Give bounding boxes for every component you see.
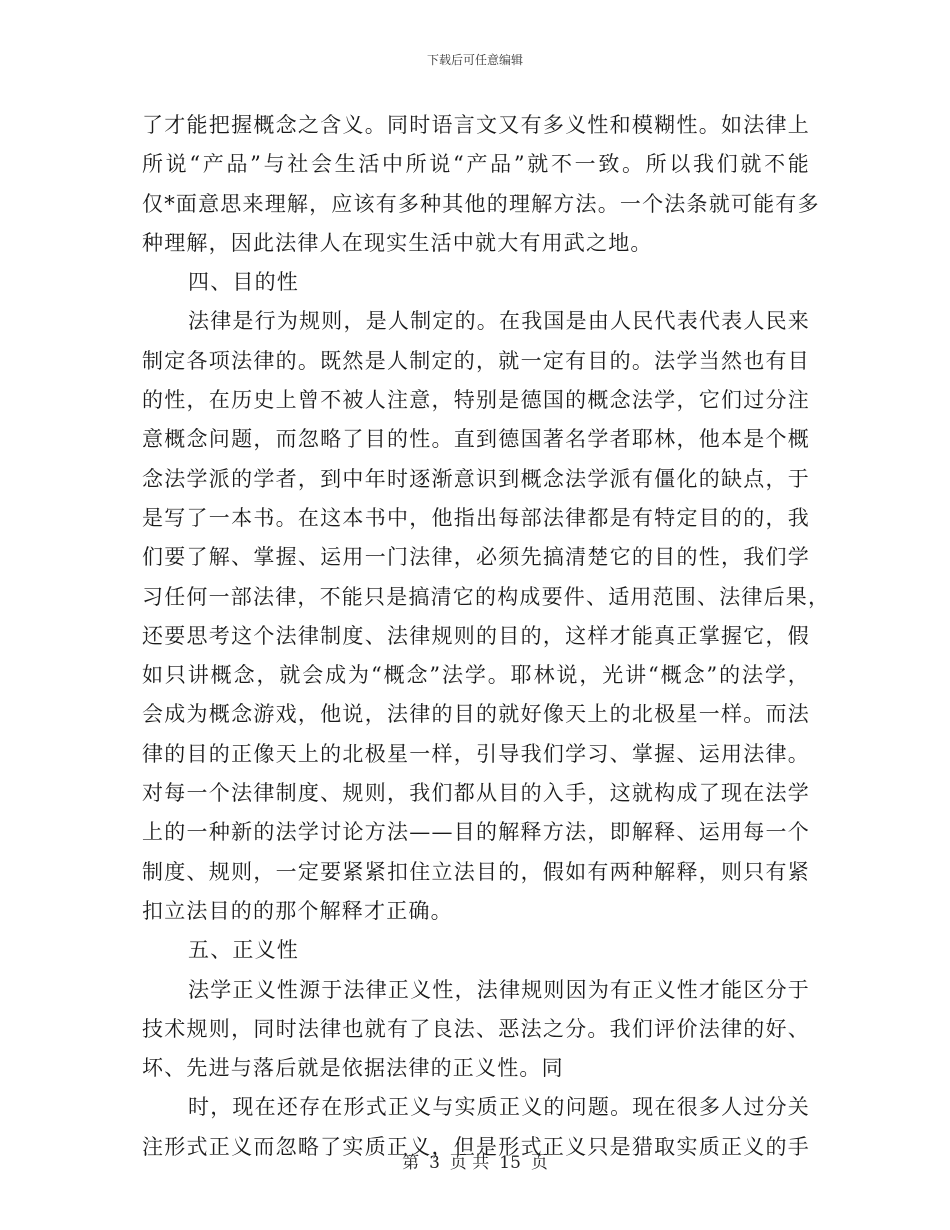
body-line: 念法学派的学者，到中年时逐渐意识到概念法学派有僵化的缺点，于: [142, 466, 810, 491]
body-line: 如只讲概念，就会成为“概念”法学。耶林说，光讲“概念”的法学，: [142, 663, 810, 688]
body-line: 的性，在历史上曾不被人注意，特别是德国的概念法学，它们过分注: [142, 388, 810, 413]
header-text: 下载后可任意编辑: [426, 53, 523, 67]
page-header: [0, 52, 950, 68]
current-page-number: 3: [429, 1153, 440, 1173]
page-footer: [0, 1152, 950, 1174]
body-line: 制定各项法律的。既然是人制定的，就一定有目的。法学当然也有目: [142, 348, 810, 373]
body-line: 了才能把握概念之含义。同时语言文又有多义性和模糊性。如法律上: [142, 113, 810, 137]
body-line: 意概念问题，而忽略了目的性。直到德国著名学者耶林，他本是个概: [142, 427, 810, 452]
body-line: 时，现在还存在形式正义与实质正义的问题。现在很多人过分关: [188, 1095, 810, 1120]
body-line: 会成为概念游戏，他说，法律的目的就好像天上的北极星一样。而法: [142, 702, 810, 727]
body-line: 律的目的正像天上的北极星一样，引导我们学习、掌握、运用法律。: [142, 741, 810, 766]
body-line: 是写了一本书。在这本书中，他指出每部法律都是有特定目的的，我: [142, 505, 810, 530]
body-line: 法学正义性源于法律正义性，法律规则因为有正义性才能区分于: [188, 977, 810, 1002]
body-line: 法律是行为规则，是人制定的。在我国是由人民代表代表人民来: [188, 309, 810, 334]
body-line: 习任何一部法律，不能只是搞清它的构成要件、适用范围、法律后果，: [142, 584, 831, 609]
body-line: 所说“产品”与社会生活中所说“产品”就不一致。所以我们就不能: [142, 152, 810, 177]
total-pages-number: 15: [499, 1153, 521, 1173]
body-line: 种理解，因此法律人在现实生活中就大有用武之地。: [142, 230, 653, 255]
body-line: 注形式正义而忽略了实质正义，但是形式正义只是猎取实质正义的手: [142, 1134, 810, 1159]
section-heading: 四、目的性: [188, 270, 299, 295]
footer-suffix: 页: [530, 1153, 548, 1173]
body-line: 制度、规则，一定要紧紧扣住立法目的，假如有两种解释，则只有紧: [142, 859, 810, 884]
body-line: 技术规则，同时法律也就有了良法、恶法之分。我们评价法律的好、: [142, 1016, 810, 1041]
body-line: 上的一种新的法学讨论方法——目的解释方法，即解释、运用每一个: [142, 820, 810, 845]
body-line: 还要思考这个法律制度、法律规则的目的，这样才能真正掌握它，假: [142, 623, 810, 648]
body-line: 扣立法目的的那个解释才正确。: [142, 898, 453, 923]
footer-middle: 页 共: [449, 1153, 490, 1173]
body-line: 仅*面意思来理解，应该有多种其他的理解方法。一个法条就可能有多: [142, 191, 820, 216]
section-heading: 五、正义性: [188, 938, 299, 963]
body-line: 坏、先进与落后就是依据法律的正义性。同: [142, 1056, 564, 1081]
body-line: 们要了解、掌握、运用一门法律，必须先搞清楚它的目的性，我们学: [142, 545, 810, 570]
footer-prefix: 第: [402, 1153, 420, 1173]
body-line: 对每一个法律制度、规则，我们都从目的入手，这就构成了现在法学: [142, 781, 810, 806]
document-body: [142, 106, 831, 1167]
